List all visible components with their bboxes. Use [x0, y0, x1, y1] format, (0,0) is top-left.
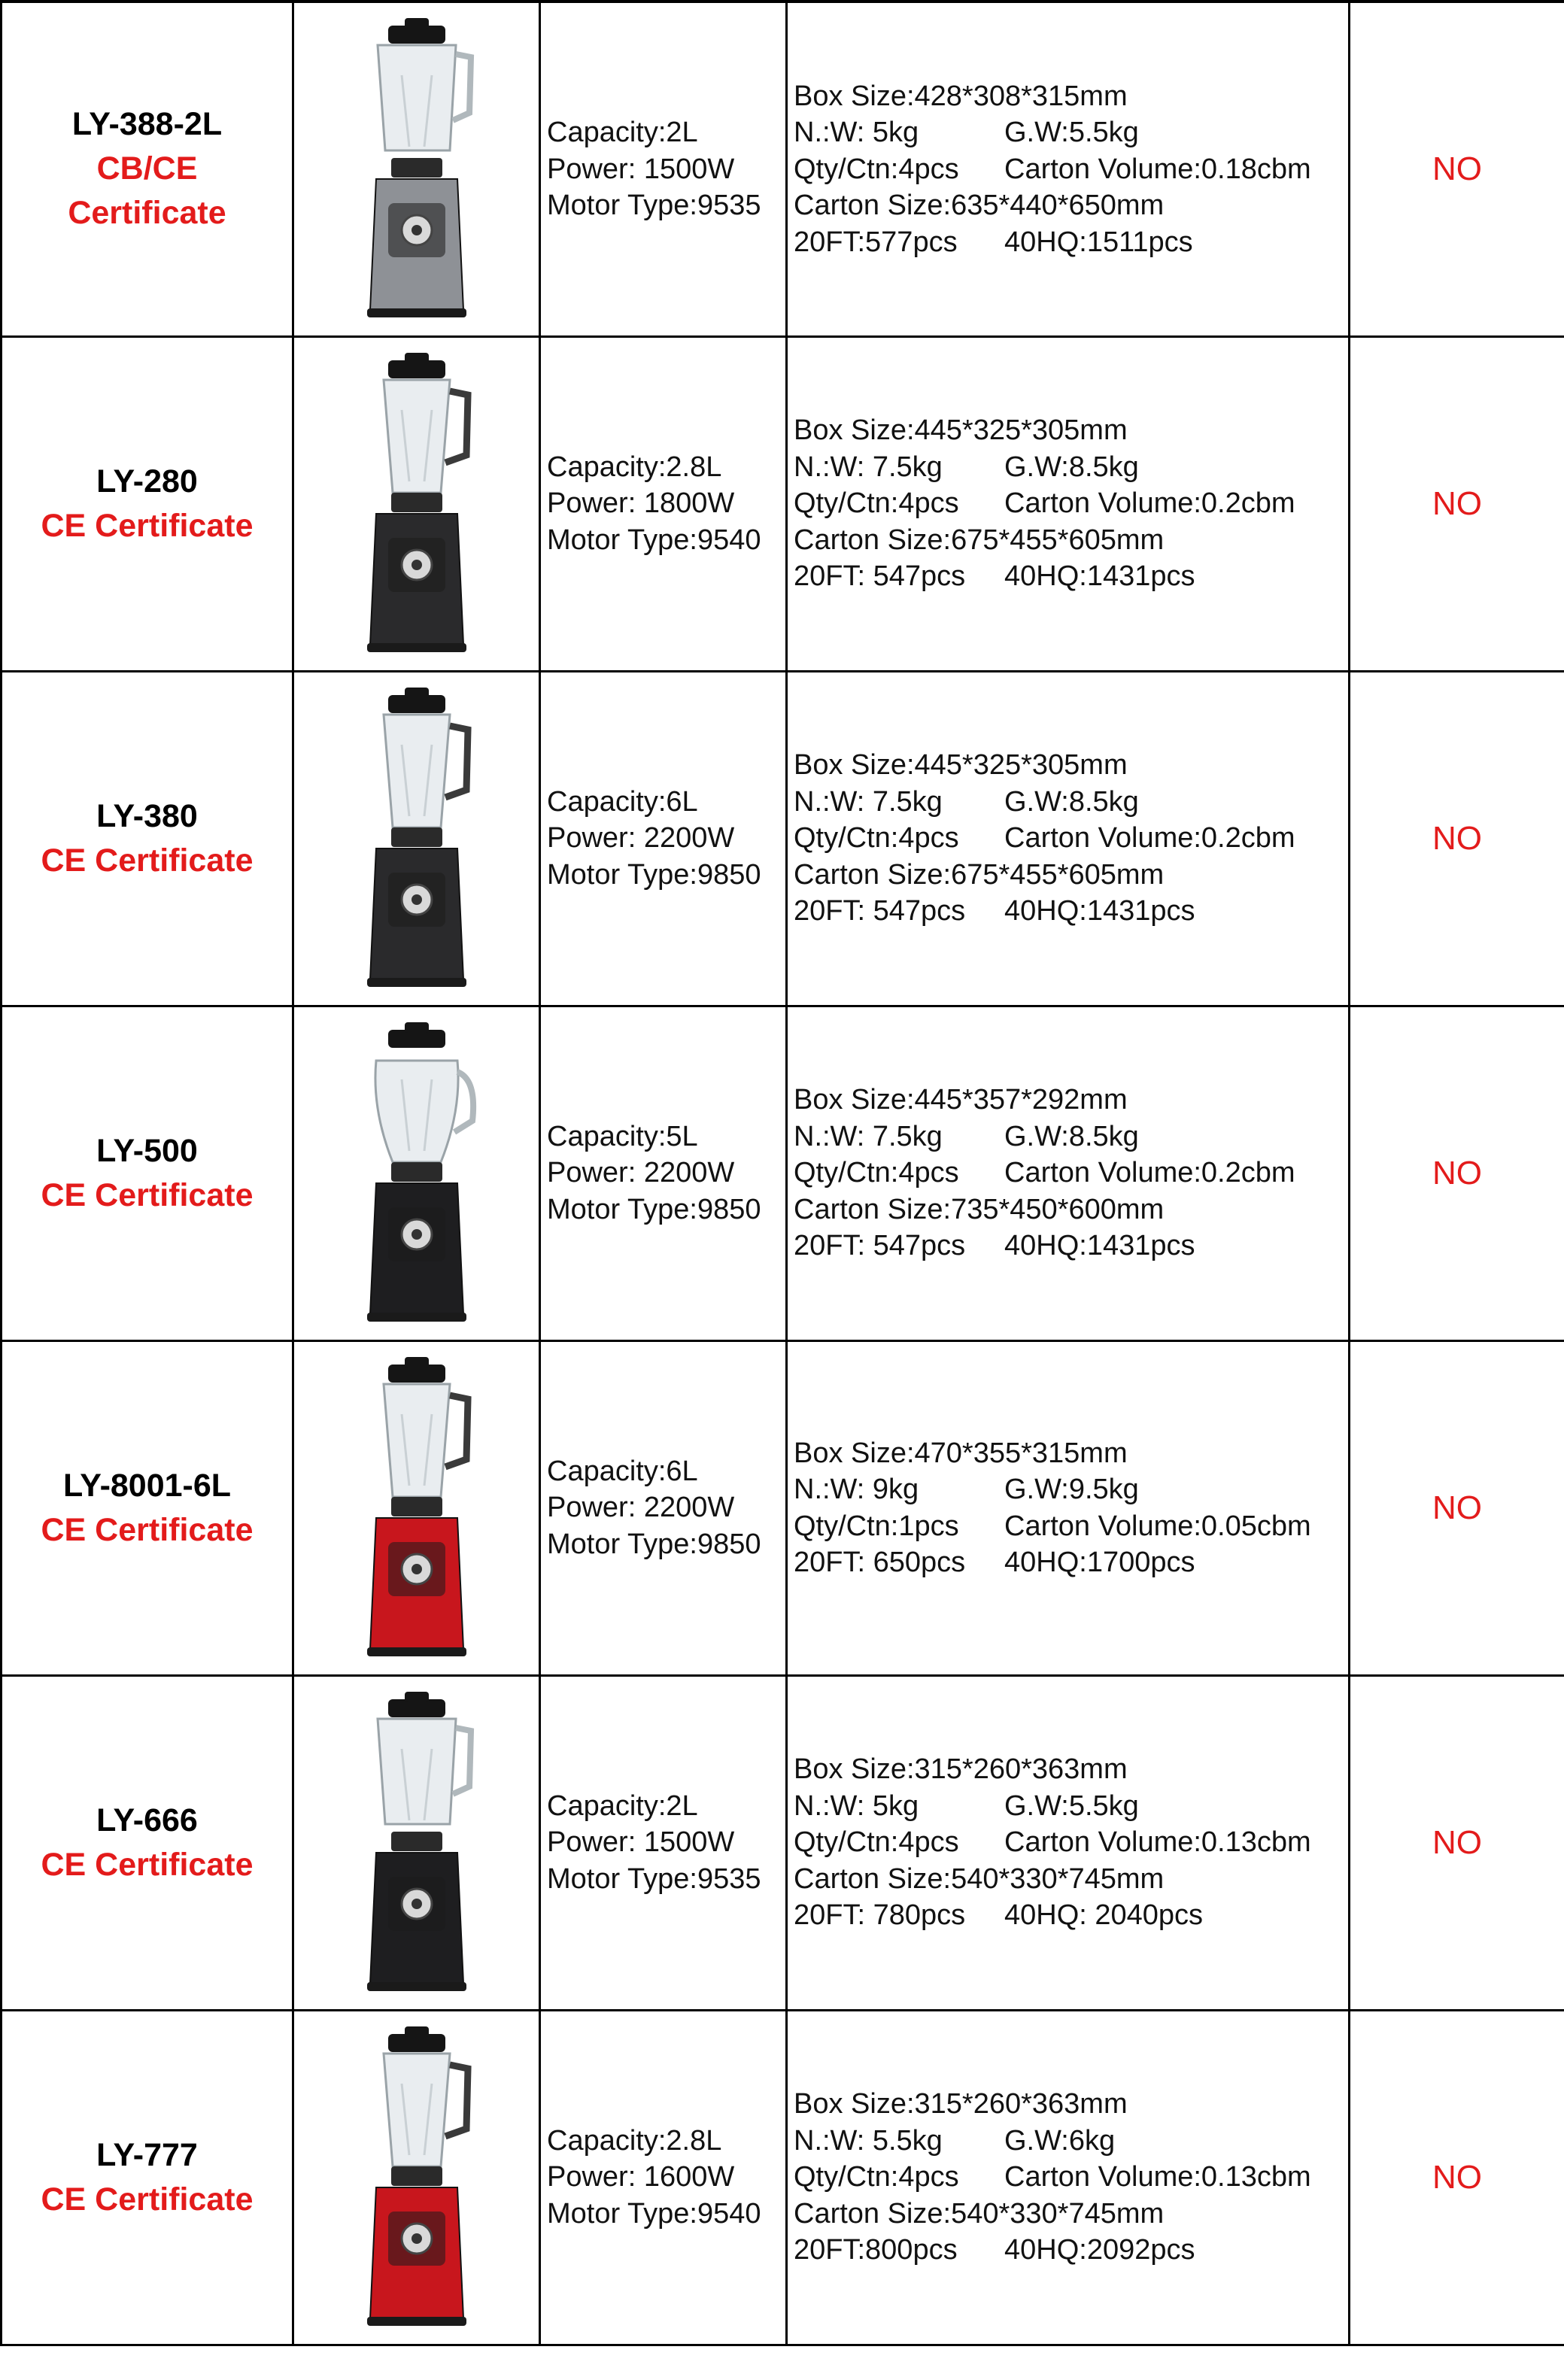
blender-product-image [349, 1354, 484, 1662]
packing-field: Carton Volume:0.13cbm [1004, 2161, 1311, 2193]
packing-field: Qty/Ctn:4pcs [794, 1157, 959, 1189]
packing-field: Box Size:315*260*363mm [794, 2088, 1128, 2120]
availability-cell [1350, 2, 1564, 336]
image-cell [293, 2010, 540, 2345]
packing-field: 40HQ:1431pcs [1004, 560, 1195, 593]
packing-field: Qty/Ctn:4pcs [794, 153, 959, 185]
specs-cell [540, 1675, 787, 2010]
spec-line: Power: 1500W [547, 1826, 735, 1859]
certificate-label: CE Certificate [41, 1176, 254, 1213]
model-cell [2, 336, 293, 671]
packing-field: 40HQ:1431pcs [1004, 895, 1195, 927]
certificate-label: CB/CE [96, 150, 198, 187]
packing-field: G.W:5.5kg [1004, 1790, 1139, 1822]
spec-line: Power: 2200W [547, 1157, 735, 1189]
certificate-label: CE Certificate [41, 1511, 254, 1548]
packing-field: Box Size:470*355*315mm [794, 1437, 1128, 1469]
packing-field: Box Size:428*308*315mm [794, 80, 1128, 112]
packing-line [794, 820, 1348, 857]
specs-cell [540, 1340, 787, 1675]
spec-line: Capacity:2.8L [547, 2124, 722, 2157]
packing-line [794, 1119, 1348, 1155]
packing-field: 20FT:800pcs [794, 2234, 958, 2266]
packing-line [794, 558, 1348, 595]
blender-product-image [349, 350, 484, 658]
packing-field: 20FT: 547pcs [794, 1230, 966, 1262]
packing-field: Carton Volume:0.2cbm [1004, 822, 1295, 855]
packing-line [794, 224, 1348, 261]
availability-value: NO [1432, 1154, 1482, 1192]
blender-product-image [349, 685, 484, 993]
packing-line [794, 1435, 1348, 1472]
packing-field: Carton Volume:0.05cbm [1004, 1510, 1311, 1542]
packing-field: Carton Volume:0.13cbm [1004, 1826, 1311, 1859]
packing-cell [787, 671, 1350, 1006]
model-name: LY-500 [96, 1132, 198, 1169]
availability-value: NO [1432, 2158, 1482, 2196]
specs-cell [540, 336, 787, 671]
packing-field: N.:W: 7.5kg [794, 785, 943, 818]
packing-cell [787, 2, 1350, 336]
certificate-label: CE Certificate [41, 842, 254, 879]
packing-field: Carton Size:540*330*745mm [794, 1862, 1165, 1895]
spec-line: Motor Type:9850 [547, 858, 761, 891]
packing-field: Carton Volume:0.2cbm [1004, 487, 1295, 520]
spec-line: Power: 1800W [547, 487, 735, 520]
packing-field: 40HQ:1700pcs [1004, 1547, 1195, 1578]
packing-field: N.:W: 7.5kg [794, 451, 943, 483]
packing-field: N.:W: 5kg [794, 117, 919, 148]
blender-product-image [349, 1019, 484, 1328]
specs-cell [540, 2, 787, 336]
spec-line: Motor Type:9850 [547, 1193, 761, 1225]
packing-line [794, 151, 1348, 188]
spec-line: Motor Type:9535 [547, 1862, 761, 1895]
spec-line: Motor Type:9850 [547, 1528, 761, 1560]
packing-field: Carton Size:635*440*650mm [794, 190, 1165, 221]
packing-line [794, 893, 1348, 930]
packing-field: Qty/Ctn:4pcs [794, 487, 959, 520]
packing-line [794, 1155, 1348, 1192]
packing-field: Carton Volume:0.18cbm [1004, 153, 1311, 185]
packing-line [794, 747, 1348, 784]
certificate-label: Certificate [68, 195, 226, 232]
spec-line: Motor Type:9540 [547, 524, 761, 556]
packing-field: N.:W: 9kg [794, 1474, 919, 1505]
packing-field: G.W:9.5kg [1004, 1474, 1139, 1505]
packing-field: G.W:6kg [1004, 2124, 1116, 2157]
model-cell [2, 671, 293, 1006]
packing-line [794, 1544, 1348, 1581]
model-cell [2, 1006, 293, 1340]
model-name: LY-280 [96, 463, 198, 499]
image-cell [293, 1006, 540, 1340]
packing-line [794, 2123, 1348, 2160]
blender-product-image [349, 15, 484, 323]
model-name: LY-777 [96, 2136, 198, 2173]
packing-field: 20FT: 547pcs [794, 560, 966, 593]
packing-cell [787, 336, 1350, 671]
availability-value: NO [1432, 150, 1482, 187]
packing-line [794, 1824, 1348, 1861]
packing-field: G.W:8.5kg [1004, 451, 1139, 483]
model-name: LY-380 [96, 797, 198, 834]
packing-field: 40HQ:1431pcs [1004, 1230, 1195, 1262]
certificate-label: CE Certificate [41, 2181, 254, 2218]
availability-cell [1350, 2010, 1564, 2345]
packing-line [794, 1082, 1348, 1119]
packing-cell [787, 1006, 1350, 1340]
packing-field: Carton Size:675*455*605mm [794, 524, 1165, 556]
spec-line: Power: 1500W [547, 153, 735, 185]
specs-cell [540, 671, 787, 1006]
spec-line: Capacity:2L [547, 117, 698, 148]
availability-cell [1350, 1675, 1564, 2010]
model-name: LY-666 [96, 1802, 198, 1838]
availability-value: NO [1432, 1489, 1482, 1526]
blender-product-image [349, 2023, 484, 2332]
table-row [2, 2010, 1564, 2345]
packing-line [794, 412, 1348, 449]
image-cell [293, 2, 540, 336]
packing-field: 20FT: 650pcs [794, 1547, 966, 1578]
packing-field: 20FT:577pcs [794, 226, 958, 258]
image-cell [293, 336, 540, 671]
packing-field: Carton Volume:0.2cbm [1004, 1157, 1295, 1189]
specs-cell [540, 2010, 787, 2345]
packing-field: N.:W: 7.5kg [794, 1120, 943, 1152]
packing-field: 40HQ:1511pcs [1004, 226, 1193, 258]
packing-field: Qty/Ctn:1pcs [794, 1510, 959, 1542]
availability-value: NO [1432, 484, 1482, 522]
packing-cell [787, 1675, 1350, 2010]
availability-value: NO [1432, 1823, 1482, 1861]
packing-line [794, 2159, 1348, 2196]
packing-line [794, 1508, 1348, 1545]
packing-line [794, 449, 1348, 486]
certificate-label: CE Certificate [41, 507, 254, 544]
packing-field: G.W:5.5kg [1004, 117, 1139, 148]
packing-line [794, 1192, 1348, 1228]
model-cell [2, 1340, 293, 1675]
packing-cell [787, 1340, 1350, 1675]
packing-line [794, 1751, 1348, 1788]
spec-line: Motor Type:9535 [547, 190, 761, 221]
table-row [2, 1006, 1564, 1340]
packing-line [794, 522, 1348, 559]
packing-field: G.W:8.5kg [1004, 785, 1139, 818]
spec-line: Capacity:2L [547, 1790, 698, 1822]
packing-line [794, 114, 1348, 151]
table-row [2, 336, 1564, 671]
spec-line: Power: 2200W [547, 822, 735, 855]
packing-field: Box Size:445*325*305mm [794, 414, 1128, 447]
availability-cell [1350, 1340, 1564, 1675]
packing-field: 20FT: 780pcs [794, 1899, 966, 1932]
certificate-label: CE Certificate [41, 1846, 254, 1883]
spec-line: Power: 2200W [547, 1492, 735, 1524]
model-cell [2, 2010, 293, 2345]
blender-product-image [349, 1689, 484, 1997]
packing-field: G.W:8.5kg [1004, 1120, 1139, 1152]
image-cell [293, 1340, 540, 1675]
packing-field: Box Size:315*260*363mm [794, 1753, 1128, 1786]
packing-field: N.:W: 5.5kg [794, 2124, 943, 2157]
table-row [2, 1675, 1564, 2010]
spec-line: Motor Type:9540 [547, 2197, 761, 2230]
packing-field: Qty/Ctn:4pcs [794, 1826, 959, 1859]
spec-line: Power: 1600W [547, 2161, 735, 2193]
packing-line [794, 1861, 1348, 1898]
availability-value: NO [1432, 819, 1482, 857]
packing-field: Qty/Ctn:4pcs [794, 822, 959, 855]
packing-line [794, 2086, 1348, 2123]
packing-line [794, 1228, 1348, 1264]
availability-cell [1350, 336, 1564, 671]
model-name: LY-388-2L [71, 106, 223, 143]
availability-cell [1350, 671, 1564, 1006]
packing-line [794, 485, 1348, 522]
packing-field: 40HQ:2092pcs [1004, 2234, 1195, 2266]
packing-field: Qty/Ctn:4pcs [794, 2161, 959, 2193]
packing-line [794, 187, 1348, 224]
packing-field: Carton Size:735*450*600mm [794, 1193, 1165, 1225]
packing-field: 40HQ: 2040pcs [1004, 1899, 1204, 1932]
table-body [2, 2, 1564, 2345]
packing-line [794, 2232, 1348, 2269]
packing-line [794, 2196, 1348, 2233]
specs-cell [540, 1006, 787, 1340]
packing-field: Carton Size:675*455*605mm [794, 858, 1165, 891]
table-row [2, 671, 1564, 1006]
packing-line [794, 78, 1348, 115]
packing-field: Box Size:445*325*305mm [794, 749, 1128, 782]
packing-line [794, 784, 1348, 821]
model-cell [2, 2, 293, 336]
model-name: LY-8001-6L [62, 1467, 232, 1504]
packing-line [794, 1788, 1348, 1825]
image-cell [293, 1675, 540, 2010]
table-row [2, 1340, 1564, 1675]
packing-field: N.:W: 5kg [794, 1790, 919, 1822]
packing-line [794, 857, 1348, 894]
packing-field: Box Size:445*357*292mm [794, 1084, 1128, 1116]
spec-line: Capacity:2.8L [547, 451, 722, 483]
spec-line: Capacity:6L [547, 785, 698, 818]
spec-line: Capacity:5L [547, 1120, 698, 1152]
packing-line [794, 1471, 1348, 1508]
packing-field: 20FT: 547pcs [794, 895, 966, 927]
image-cell [293, 671, 540, 1006]
model-cell [2, 1675, 293, 2010]
packing-line [794, 1897, 1348, 1934]
spec-line: Capacity:6L [547, 1455, 698, 1487]
table-row [2, 2, 1564, 336]
packing-field: Carton Size:540*330*745mm [794, 2197, 1165, 2230]
packing-cell [787, 2010, 1350, 2345]
availability-cell [1350, 1006, 1564, 1340]
